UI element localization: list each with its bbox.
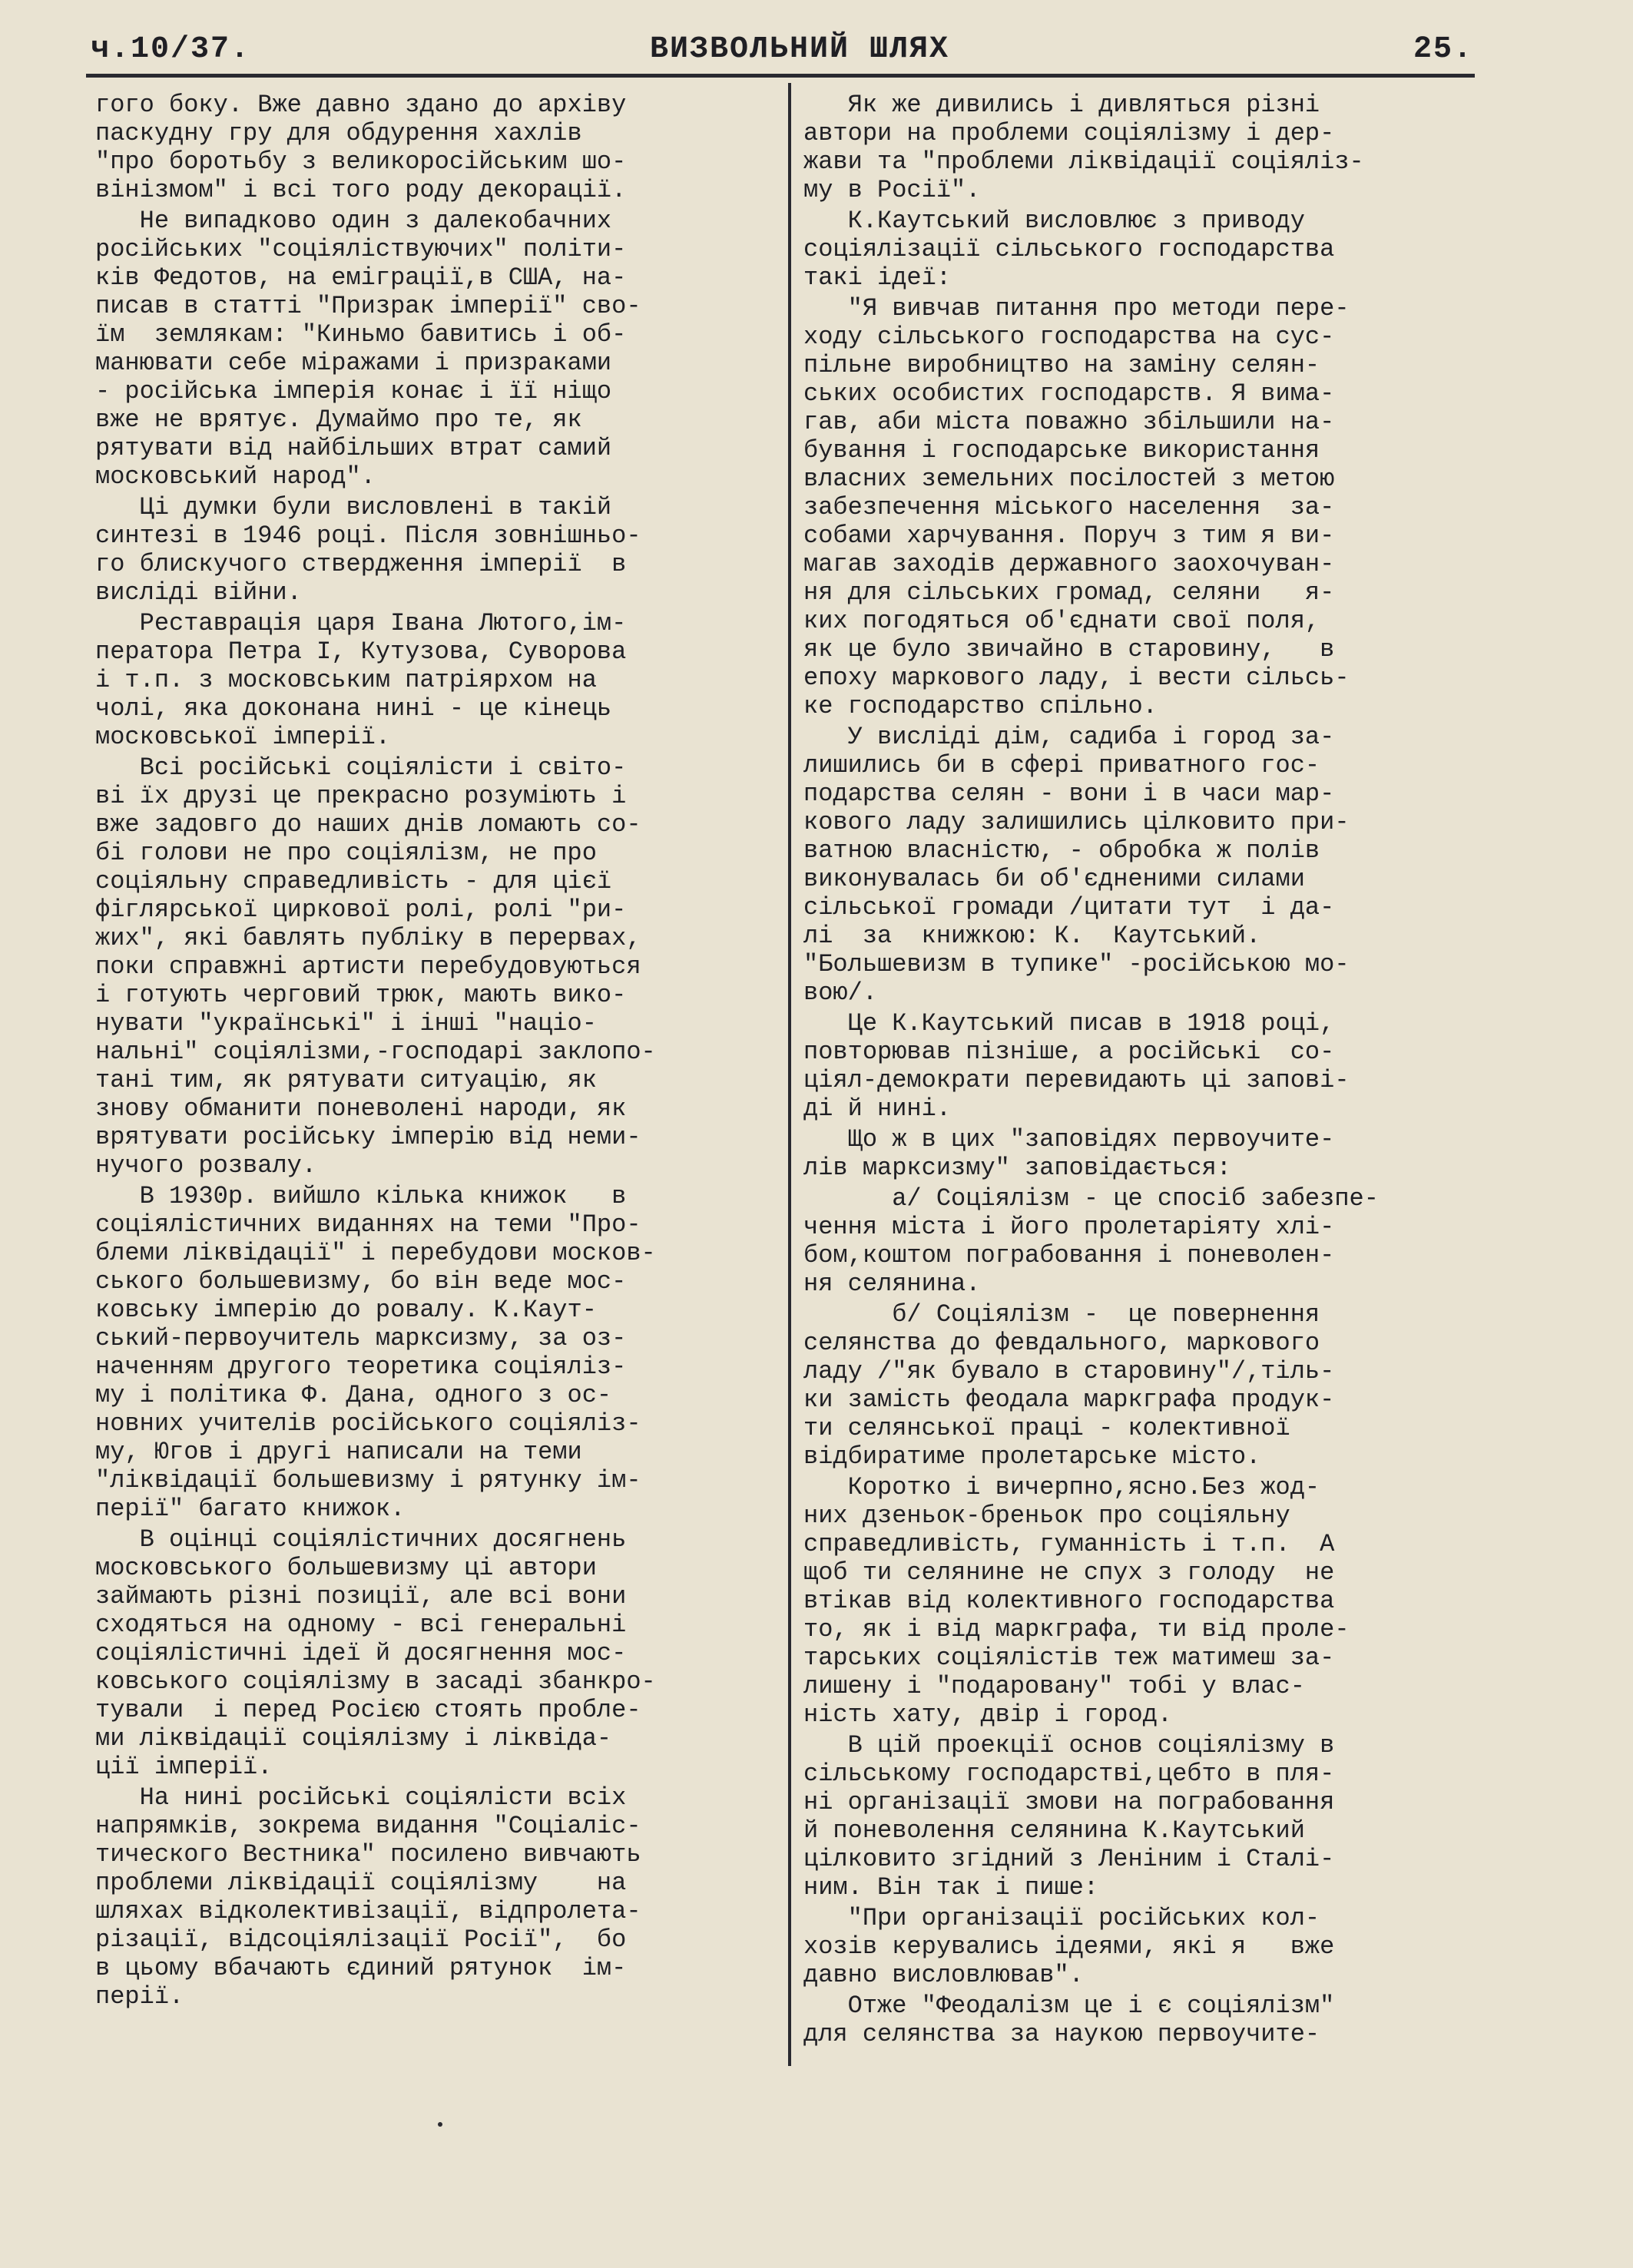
paragraph: В оцінці соціялістичних досягнень московського большевизму ці автори займають різні позиції, але всі вони сходяться на одному - всі генеральні соціялістичні ідеї й досягнення мос- ковського соціялізму в засаді збанкро- тували і перед Росією стоять пробле- ми ліквідації соціялізму і ліквіда- ції імперії. <box>95 1525 656 1781</box>
paragraph: Це К.Каутський писав в 1918 році, повторював пізніше, а російські со- ціял-демократи перевидають ці запові- ді й нині. <box>803 1009 1350 1123</box>
right-column <box>803 91 1502 2048</box>
paragraph: "Я вивчав питання про методи пере- ходу сільського господарства на сус- пільне виробництво на заміну селян- ських особистих господарств. Я вима- гав, аби міста поважно збільшили на- бування і господарське використання власних земельних посілостей з метою забезпечення міського населення за- собами харчування. Поруч з тим я ви- магав заходів державного заохочуван- ня для сільських громад, селяни я- ких погодяться об'єднати свої поля, як це було звичайно в старовину, в епоху маркового ладу, і вести сільсь- ке господарство спільно. <box>803 294 1350 720</box>
paragraph: "При організації російських кол- хозів керувались ідеями, які я вже давно висловлював". <box>803 1904 1335 1989</box>
paragraph: Що ж в цих "заповідях первоучите- лів марксизму" заповідається: <box>803 1125 1335 1182</box>
paragraph: В цій проекції основ соціялізму в сільському господарстві,цебто в пля- ні організації змови на пограбовання й поневолення селянина К.Каутський цілковито згідний з Леніним і Сталі- ним. Він так і пише: <box>803 1731 1335 1902</box>
column-divider <box>788 83 791 2066</box>
paragraph: гого боку. Вже давно здано до архіву паскудну гру для обдурення хахлів "про боротьбу з великоросійським шо- вінізмом" і всі того роду декорації. <box>95 91 627 204</box>
paragraph: К.Каутський висловлює з приводу соціялізації сільського господарства такі ідеї: <box>803 207 1335 292</box>
paragraph: В 1930р. вийшло кілька книжок в соціялістичних виданнях на теми "Про- блеми ліквідації" і перебудови москов- ського большевизму, бо він веде мос- ковську імперію до ровалу. К.Каут- ський-первоучитель марксизму, за оз- наченням другого теоретика соціяліз- му і політика Ф. Дана, одного з ос- новних учителів російського соціяліз- му, Югов і другі написали на теми "ліквідації большевизму і рятунку ім- перії" багато книжок. <box>95 1182 656 1523</box>
ink-dot <box>438 2122 442 2127</box>
paragraph: Всі російські соціялісти і світо- ві їх друзі це прекрасно розуміють і вже задовго до наших днів ломають со- бі голови не про соціялізм, не про соціяльну справедливість - для цієї фіглярської циркової ролі, ролі "ри- жих", які бавлять публіку в перервах, поки справжні артисти перебудовуються і готують черговий трюк, мають вико- нувати "українські" і інші "націо- нальні" соціялізми,-господарі заклопо- тані тим, як рятувати ситуацію, як знову обманити поневолені народи, як врятувати російську імперію від неми- нучого розвалу. <box>95 753 656 1180</box>
running-header <box>91 32 1473 74</box>
left-column <box>95 91 771 2011</box>
issue-number: ч.10/37. <box>91 32 251 67</box>
paragraph: Коротко і вичерпно,ясно.Без жод- них дзеньок-бреньок про соціяльну справедливість, гуманність і т.п. А щоб ти селянине не спух з голоду не втікав від колективного господарства то, як і від маркграфа, ти від проле- тарських соціялістів теж матимеш за- лишену і "подаровану" тобі у влас- ність хату, двір і город. <box>803 1473 1350 1729</box>
paragraph: У висліді дім, садиба і город за- лишились би в сфері приватного гос- подарства селян - вони і в часи мар- кового ладу залишились цілковито при- ватною власністю, - обробка ж полів виконувалась би об'єдненими силами сільської громади /цитати тут і да- лі за книжкою: К. Каутський. "Большевизм в тупике" -російською мо- вою/. <box>803 723 1350 1007</box>
paragraph: На нині російські соціялісти всіх напрямків, зокрема видання "Соціаліс- тического Вестника" посилено вивчають проблеми ліквідації соціялізму на шляхах відколективізації, відпролета- різації, відсоціялізації Росії", бо в цьому вбачають єдиний рятунок ім- перії. <box>95 1783 641 2011</box>
page-number: 25. <box>1413 32 1473 67</box>
paragraph: б/ Соціялізм - це повернення селянства до февдального, маркового ладу /"як бувало в старовину"/,тіль- ки замість феодала маркграфа продук- ти селянської праці - колективної відбиратиме пролетарське місто. <box>803 1300 1335 1471</box>
paragraph: Отже "Феодалізм це і є соціялізм" для селянства за наукою первоучите- <box>803 1992 1335 2048</box>
paragraph: а/ Соціялізм - це спосіб забезпе- чення міста і його пролетаріяту хлі- бом,коштом пограбовання і поневолен- ня селянина. <box>803 1184 1379 1298</box>
paragraph: Як же дивились і дивляться різні автори на проблеми соціялізму і дер- жави та "проблеми ліквідації соціяліз- му в Росії". <box>803 91 1364 204</box>
publication-title: ВИЗВОЛЬНИЙ ШЛЯХ <box>650 32 950 67</box>
paragraph: Реставрація царя Івана Лютого,ім- ператора Петра І, Кутузова, Суворова і т.п. з московським патріярхом на чолі, яка доконана нині - це кінець московської імперії. <box>95 609 627 751</box>
header-rule <box>86 74 1475 78</box>
paragraph: Не випадково один з далекобачних російських "соціяліствуючих" політи- ків Федотов, на еміграції,в США, на- писав в статті "Призрак імперії" сво- їм землякам: "Киньмо бавитись і об- манювати себе міражами і призраками - російська імперія конає і її ніщо вже не врятує. Думаймо про те, як рятувати від найбільших втрат самий московський народ". <box>95 207 641 491</box>
paragraph: Ці думки були висловлені в такій синтезі в 1946 році. Після зовнішньо- го блискучого ствердження імперії в висліді війни. <box>95 493 641 607</box>
